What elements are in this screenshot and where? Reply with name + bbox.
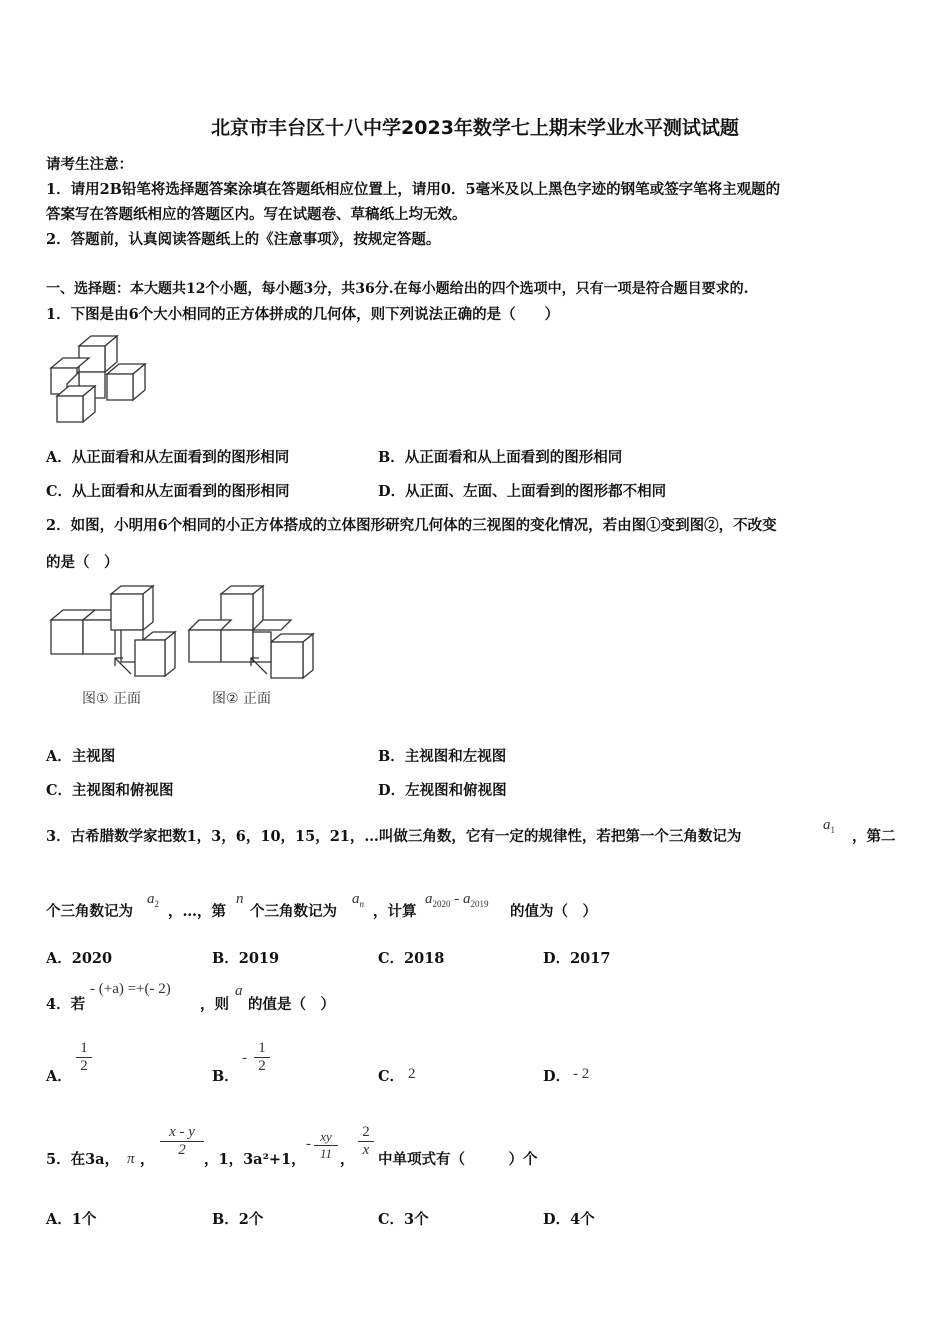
q4-expression: - (+a) =+(- 2) (90, 981, 171, 997)
q3-a1: $a_1$ (823, 817, 835, 835)
q5-comma: ， (140, 1151, 155, 1168)
q5-middle: ，1，3a²+1， (204, 1151, 306, 1168)
q4-option-c-label: C． (378, 1068, 405, 1085)
q3-option-d: D．2017 (543, 950, 611, 967)
q5-comma-2: ， (340, 1151, 355, 1168)
q5-fraction-2-sign: - (306, 1136, 311, 1152)
q4-option-b-fraction: $\frac{1}{2}$ (254, 1040, 270, 1075)
q1-option-d: D．从正面、左面、上面看到的图形都不相同 (378, 483, 667, 500)
q2-figure-1-caption: 图① 正面 (82, 691, 142, 707)
section-heading: 一、选择题：本大题共12个小题，每小题3分，共36分.在每小题给出的四个选项中，只有一项是符合题目要求的. (46, 281, 749, 297)
q3-text-2c: 个三角数记为 (250, 903, 337, 920)
q2-option-d: D．左视图和俯视图 (378, 782, 507, 799)
q1-cubes-figure (45, 332, 155, 428)
page-title: 北京市丰台区十八中学2023年数学七上期末学业水平测试试题 (211, 117, 739, 139)
q4-prefix: 4．若 (46, 996, 86, 1013)
notice-line-1b: 答案写在答题纸相应的答题区内。写在试题卷、草稿纸上均无效。 (46, 206, 467, 223)
q3-text-2d: ，计算 (373, 903, 417, 920)
q5-fraction-xy: $\frac{xy}{11}$ (314, 1129, 338, 1162)
q5-option-b: B．2个 (212, 1211, 264, 1228)
notice-heading: 请考生注意： (46, 156, 133, 173)
q4-variable-a: a (235, 983, 243, 999)
q3-text-2a: 个三角数记为 (46, 903, 133, 920)
q5-option-a: A．1个 (46, 1211, 97, 1228)
q2-figure-2-caption: 图② 正面 (212, 691, 272, 707)
q2-option-c: C．主视图和俯视图 (46, 782, 174, 799)
q3-a2: $a_2$ (147, 891, 159, 909)
q5-option-c: C．3个 (378, 1211, 429, 1228)
q4-suffix: 的值是（ ） (248, 996, 335, 1013)
q1-option-a: A．从正面看和从左面看到的图形相同 (46, 449, 290, 466)
q3-an: $a_n$ (352, 891, 364, 909)
q2-stem-line-2: 的是（ ） (46, 554, 119, 571)
q4-option-a-label: A． (46, 1068, 72, 1085)
q5-fraction-2-over-x: $\frac{2}{x}$ (358, 1124, 374, 1159)
q4-option-b-label: B． (212, 1068, 239, 1085)
q1-option-b: B．从正面看和从上面看到的图形相同 (378, 449, 623, 466)
q3-option-a: A．2020 (46, 950, 113, 967)
q4-option-d-value: - 2 (573, 1066, 590, 1082)
q3-option-b: B．2019 (212, 950, 280, 967)
q5-suffix: 中单项式有（ ）个 (378, 1151, 538, 1168)
q5-option-d: D．4个 (543, 1211, 595, 1228)
q3-n: n (236, 891, 244, 907)
q5-pi: π (127, 1151, 135, 1167)
notice-line-2: 2．答题前，认真阅读答题纸上的《注意事项》，按规定答题。 (46, 231, 441, 248)
q4-mid: ，则 (200, 996, 229, 1013)
q3-text-line-1: 3．古希腊数学家把数1，3，6，10，15，21，…叫做三角数，它有一定的规律性，若把第一个三角数记为 (46, 828, 742, 845)
q3-text-2b: ，…，第 (168, 903, 226, 920)
q3-option-c: C．2018 (378, 950, 445, 967)
q3-text-line-1-end: ，第二 (852, 828, 896, 845)
q3-expression: $a_{2020} - a_{2019}$ (425, 891, 489, 909)
q4-option-a-fraction: $\frac{1}{2}$ (76, 1040, 92, 1075)
q1-option-c: C．从上面看和从左面看到的图形相同 (46, 483, 290, 500)
q3-text-2e: 的值为（ ） (510, 903, 597, 920)
q2-option-a: A．主视图 (46, 748, 116, 765)
q2-figure-1 (45, 582, 180, 684)
q2-option-b: B．主视图和左视图 (378, 748, 507, 765)
notice-line-1a: 1．请用2B铅笔将选择题答案涂填在答题纸相应位置上，请用0．5毫米及以上黑色字迹的钢笔或签字笔将主观题的 (46, 181, 781, 198)
q5-prefix: 5．在3a， (46, 1151, 120, 1168)
q2-stem-line-1: 2．如图，小明用6个相同的小正方体搭成的立体图形研究几何体的三视图的变化情况，若由图①变到图②，不改变 (46, 517, 777, 534)
q4-option-d-label: D． (543, 1068, 571, 1085)
q4-option-c-value: 2 (408, 1066, 416, 1082)
q2-figure-2 (185, 582, 320, 684)
q1-stem: 1．下图是由6个大小相同的正方体拼成的几何体，则下列说法正确的是（ ） (46, 306, 560, 323)
q4-option-b-sign: - (242, 1050, 247, 1066)
q5-fraction-x-minus-y: $\frac{x - y}{2}$ (160, 1124, 204, 1159)
